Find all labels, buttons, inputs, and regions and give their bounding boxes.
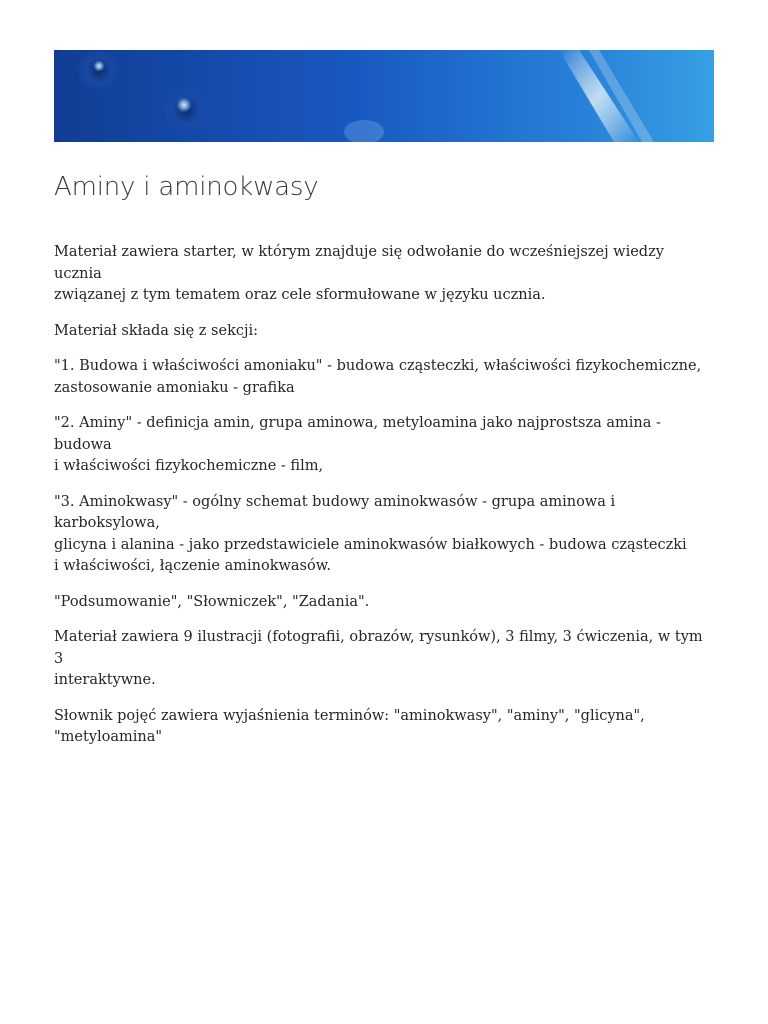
paragraph-line: glicyna i alanina - jako przedstawiciele aminokwasów białkowych - budowa cząsteczki <box>54 536 687 553</box>
page-title: Aminy i aminokwasy <box>54 172 319 202</box>
paragraph-line: interaktywne. <box>54 672 156 688</box>
paragraph <box>54 627 714 692</box>
paragraph-line: i właściwości, łączenie aminokwasów. <box>54 558 332 574</box>
paragraph-line: "1. Budowa i właściwości amoniaku" - budowa cząsteczki, właściwości fizykochemiczne, <box>54 358 702 374</box>
paragraph-line: "3. Aminokwasy" - ogólny schemat budowy aminokwasów - grupa aminowa i karboksylowa, <box>54 493 616 531</box>
paragraph-line: Słownik pojęć zawiera wyjaśnienia terminów: "aminokwasy", "aminy", "glicyna", <box>54 707 645 724</box>
paragraph <box>54 356 714 399</box>
paragraph-line: Materiał zawiera starter, w którym znajduje się odwołanie do wcześniejszej wiedzy ucznia <box>54 244 664 282</box>
paragraph <box>54 321 714 343</box>
document-body <box>54 242 714 763</box>
paragraph <box>54 592 714 614</box>
paragraph-line: "Podsumowanie", "Słowniczek", "Zadania". <box>54 593 370 610</box>
paragraph <box>54 242 714 307</box>
banner-graphic <box>54 50 714 142</box>
paragraph-line: "metyloamina" <box>54 729 163 745</box>
header-banner <box>54 50 714 142</box>
paragraph <box>54 706 714 749</box>
paragraph-line: "2. Aminy" - definicja amin, grupa aminowa, metyloamina jako najprostsza amina - budowa <box>54 415 661 453</box>
paragraph <box>54 413 714 478</box>
paragraph-line: i właściwości fizykochemiczne - film, <box>54 458 324 474</box>
paragraph <box>54 492 714 578</box>
paragraph-line: zastosowanie amoniaku - grafika <box>54 379 295 396</box>
paragraph-line: związanej z tym tematem oraz cele sformułowane w języku ucznia. <box>54 287 546 303</box>
paragraph-line: Materiał zawiera 9 ilustracji (fotografii, obrazów, rysunków), 3 filmy, 3 ćwiczenia, w tym 3 <box>54 629 703 667</box>
paragraph-line: Materiał składa się z sekcji: <box>54 322 258 339</box>
